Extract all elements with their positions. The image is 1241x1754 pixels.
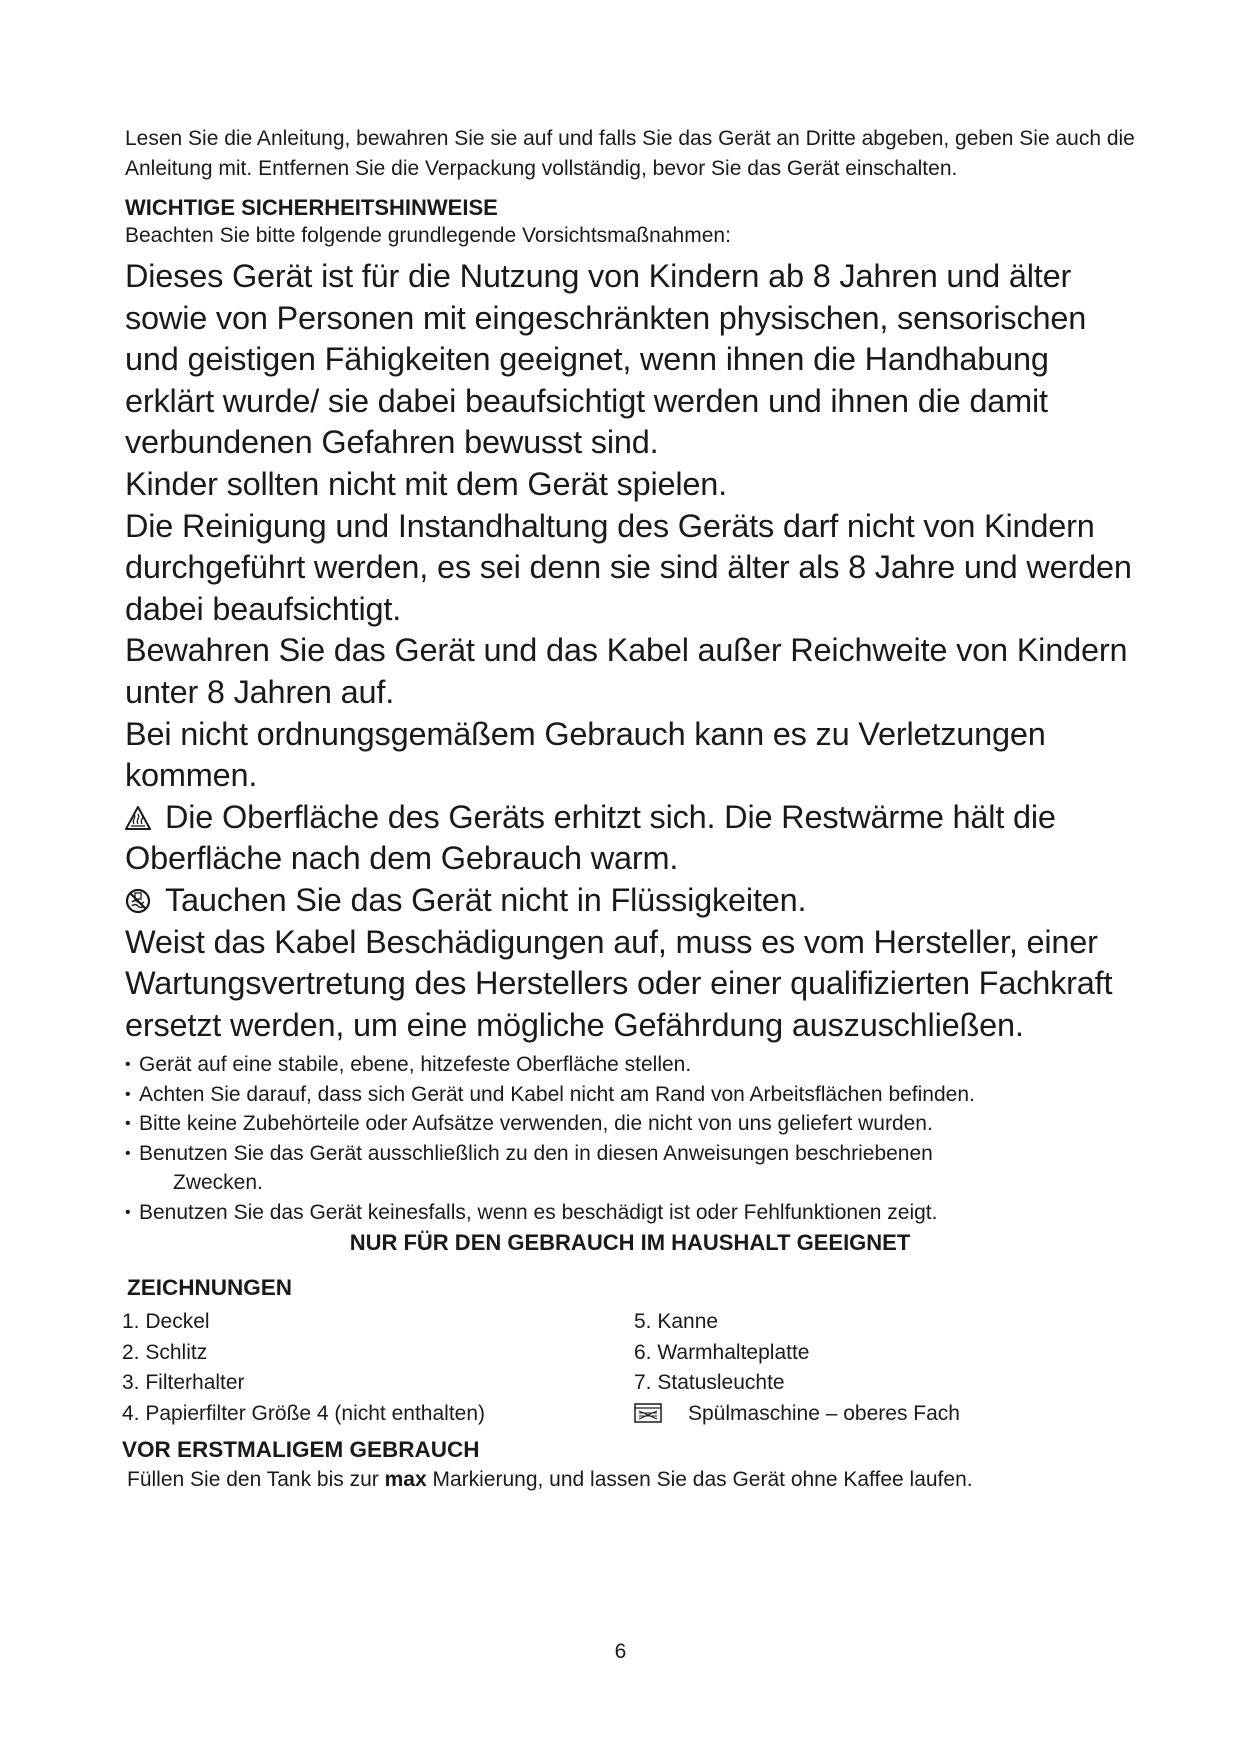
- drawings-heading: ZEICHNUNGEN: [127, 1275, 293, 1301]
- safety-paragraph-hot-surface: [125, 797, 1135, 880]
- no-immersion-icon: [125, 888, 151, 914]
- household-use-notice: NUR FÜR DEN GEBRAUCH IM HAUSHALT GEEIGNET: [349, 1230, 911, 1256]
- safety-bullet-list: [125, 1050, 1135, 1227]
- list-item: 1. Deckel: [122, 1310, 210, 1334]
- list-item: • Achten Sie darauf, dass sich Gerät und Kabel nicht am Rand von Arbeitsflächen befinden.: [125, 1080, 1135, 1110]
- list-item: [634, 1399, 1094, 1430]
- safety-paragraph-reach: Bewahren Sie das Gerät und das Kabel außer Reichweite von Kindern unter 8 Jahren auf.: [125, 632, 1128, 710]
- safety-subheading: Beachten Sie bitte folgende grundlegende Vorsichtsmaßnahmen:: [125, 224, 731, 247]
- list-item: [125, 1139, 1135, 1198]
- intro-text: Lesen Sie die Anleitung, bewahren Sie sie auf und falls Sie das Gerät an Dritte abgeben, geben Sie auch die Anleitung mit. Entfernen Sie die Verpackung vollständig, bevor Sie das Gerät einschalten.: [125, 127, 1135, 180]
- manual-page: [122, 124, 1135, 1495]
- safety-paragraph-injury: Bei nicht ordnungsgemäßem Gebrauch kann es zu Verletzungen kommen.: [125, 715, 1046, 794]
- before-text-max: max: [384, 1468, 427, 1492]
- before-first-use-heading: VOR ERSTMALIGEM GEBRAUCH: [122, 1437, 480, 1463]
- safety-paragraph-no-play: Kinder sollten nicht mit dem Gerät spielen.: [125, 465, 727, 502]
- list-item: • Benutzen Sie das Gerät keinesfalls, wenn es beschädigt ist oder Fehlfunktionen zeigt.: [125, 1198, 1135, 1228]
- safety-paragraph-cleaning: Die Reinigung und Instandhaltung des Geräts darf nicht von Kindern durchgeführt werden, es sei denn sie sind älter als 8 Jahre und werden dabei beaufsichtigt.: [125, 507, 1132, 627]
- list-item: 5. Kanne: [634, 1310, 719, 1334]
- list-item: • Bitte keine Zubehörteile oder Aufsätze verwenden, die nicht von uns geliefert wurden.: [125, 1109, 1135, 1139]
- list-item: 7. Statusleuchte: [634, 1371, 785, 1395]
- parts-list-left: [122, 1307, 634, 1429]
- parts-list-right: [634, 1307, 1094, 1429]
- bullet-text: Benutzen Sie das Gerät ausschließlich zu den in diesen Anweisungen beschriebenen: [139, 1141, 933, 1165]
- safety-paragraph-children-age: Dieses Gerät ist für die Nutzung von Kindern ab 8 Jahren und älter sowie von Personen mit eingeschränkten physischen, sensorischen und geistigen Fähigkeiten geeignet, wenn ihnen die Handhabung erklärt wurde/ sie dabei beaufsichtigt werden und ihnen die damit verbundenen Gefahren bewusst sind.: [125, 258, 1087, 461]
- list-item: 2. Schlitz: [122, 1340, 208, 1364]
- safety-heading: WICHTIGE SICHERHEITSHINWEISE: [125, 195, 498, 220]
- list-item: 4. Papierfilter Größe 4 (nicht enthalten): [122, 1401, 486, 1425]
- parts-list: [122, 1307, 1135, 1429]
- hot-surface-text: Die Oberfläche des Geräts erhitzt sich. Die Restwärme hält die Oberfläche nach dem Gebrauch warm.: [125, 798, 1056, 877]
- dishwasher-text: Spülmaschine – oberes Fach: [688, 1401, 960, 1425]
- before-text-end: Markierung, und lassen Sie das Gerät ohne Kaffee laufen.: [426, 1468, 973, 1492]
- dishwasher-icon: [634, 1403, 662, 1423]
- bullet-continuation: Zwecken.: [173, 1171, 263, 1195]
- list-item: 3. Filterhalter: [122, 1371, 245, 1395]
- no-immersion-text: Tauchen Sie das Gerät nicht in Flüssigkeiten.: [165, 881, 807, 918]
- before-text-start: Füllen Sie den Tank bis zur: [127, 1468, 385, 1492]
- before-first-use-text: [127, 1465, 1135, 1495]
- safety-paragraph-cable: Weist das Kabel Beschädigungen auf, muss es vom Hersteller, einer Wartungsvertretung des Herstellers oder einer qualifizierten Fachkraft ersetzt werden, um eine mögliche Gefährdung auszuschließen.: [125, 923, 1113, 1043]
- hot-surface-warning-icon: [125, 805, 151, 831]
- page-number: 6: [614, 1640, 627, 1663]
- list-item: • Gerät auf eine stabile, ebene, hitzefeste Oberfläche stellen.: [125, 1050, 1135, 1080]
- safety-paragraph-no-immersion: [125, 880, 1135, 922]
- list-item: 6. Warmhalteplatte: [634, 1340, 810, 1364]
